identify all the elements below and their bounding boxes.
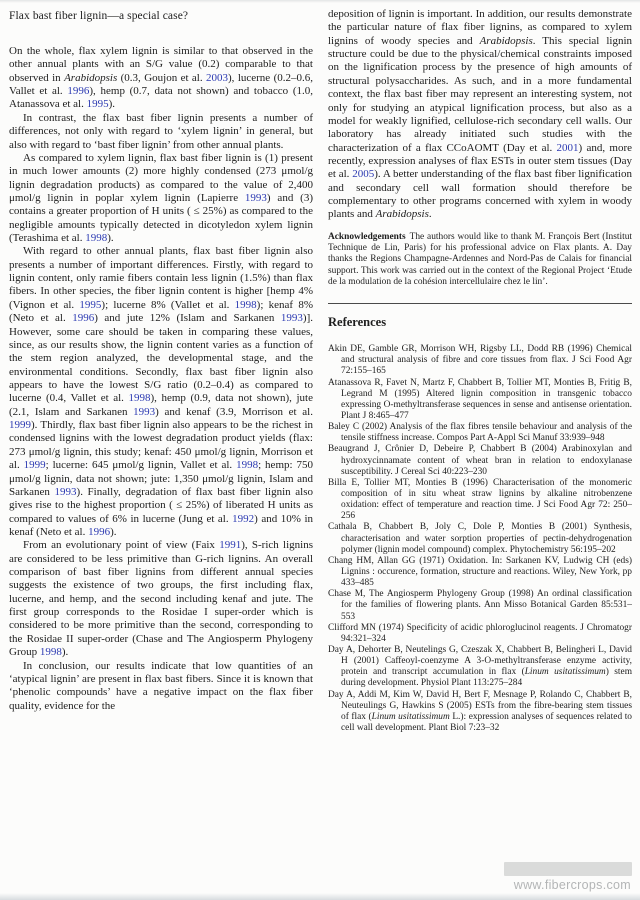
paragraph: On the whole, flax xylem lignin is similar to that observed in the other annual plants with an S/G value (0.2) comparable to that observed in Arabidopsis (0.3, Goujon et al. 2003), lucerne (0.2–0.6, Vallet et al. 1996), hemp (0.7, data not shown) and tobacco (1.0, Atanassova et al. 1995). bbox=[9, 45, 313, 111]
left-column-body bbox=[9, 45, 313, 713]
acknowledgements-text: The authors would like to thank M. François Bert (Institut Technique de Lin, Paris) for his professional advice on Flax plants. A. Day thanks the Regions Champagne-Ardennes and Nord-Pas de Calais for financial support. This work was carried out in the context of the Regional Project ‘Etude de la modulation de la cohésion intercellulaire chez le lin’. bbox=[328, 231, 632, 287]
watermark-url: www.fibercrops.com bbox=[513, 878, 631, 892]
section-heading: Flax bast fiber lignin—a special case? bbox=[9, 10, 189, 22]
reference-item: Day A, Dehorter B, Neutelings G, Czeszak X, Chabbert B, Belingheri L, David H (2001) Caffeoyl-coenzyme A 3-O-methyltransferase enzyme activity, protein and transcript accumulation in flax (Linum usitatissimum) stem during development. Physiol Plant 113:275–284 bbox=[328, 644, 632, 689]
paragraph: deposition of lignin is important. In addition, our results demonstrate the particular nature of flax fiber lignins, as compared to xylem lignins of woody species and Arabidopsis. This special lignin structure could be due to the physical/chemical constraints imposed on the lignification process by the presence of high amounts of structural polysaccharides. As such, and in a more fundamental context, the flax bast fiber may represent an interesting system, not only for studying an atypical lignification process, but also as a model for weakly lignified, cellulose-rich secondary cell walls. Our laboratory has already initiated such studies with the characterization of a flax CCoAOMT (Day et al. 2001) and, more recently, expression analyses of flax ESTs in outer stem tissues (Day et al. 2005). A better understanding of the flax bast fiber lignification and secondary cell wall formation should therefore be complementary to other programs concerned with xylem in woody plants and Arabidopsis. bbox=[328, 8, 632, 221]
reference-item: Beaugrand J, Crônier D, Debeire P, Chabbert B (2004) Arabinoxylan and hydroxycinnamate content of wheat bran in relation to endoxylanase susceptibility. J Cereal Sci 40:223–230 bbox=[328, 444, 632, 477]
references-list bbox=[328, 344, 632, 734]
reference-item: Clifford MN (1974) Specificity of acidic phloroglucinol reagents. J Chromatogr 94:321–324 bbox=[328, 622, 632, 644]
reference-item: Chase M, The Angiosperm Phylogeny Group (1998) An ordinal classification for the families of flowering plants. Ann Misso Botanical Garden 85:531–553 bbox=[328, 589, 632, 622]
paragraph: In conclusion, our results indicate that low quantities of an ‘atypical lignin’ are present in flax bast fibers. Since it is known that ‘phenolic compounds’ have a negative impact on the flax fiber quality, evidence for the bbox=[9, 659, 313, 712]
right-column-body bbox=[328, 8, 632, 222]
paragraph: From an evolutionary point of view (Faix 1991), S-rich lignins are considered to be less primitive than G-rich lignins. An overall comparison of bast fiber lignins from different annual species suggests the existence of two groups, the first including flax, lucerne, and hemp, and the second including kenaf and jute. The first group corresponds to the Rosidae I super-order which is considered to be more primitive than the second, corresponding to the Rosidae II super-order (Chase and The Angiosperm Phylogeny Group 1998). bbox=[9, 539, 313, 659]
section-divider bbox=[328, 303, 632, 304]
reference-item: Day A, Addi M, Kim W, David H, Bert F, Mesnage P, Rolando C, Chabbert B, Neuteulings G, Hawkins S (2005) ESTs from the fibre-bearing stem tissues of flax (Linum usitatissimum L.): expression analyses of sequences related to cell wall development. Plant Biol 7:23–32 bbox=[328, 689, 632, 733]
reference-item: Atanassova R, Favet N, Martz F, Chabbert B, Tollier MT, Monties B, Fritig B, Legrand M (1995) Altered lignin composition in transgenic tobacco expressing O-methyltransferase sequences in sense and antisense orientation. Plant J 8:465–477 bbox=[328, 377, 632, 421]
paragraph: With regard to other annual plants, flax bast fiber lignin also presents a number of important differences. Firstly, with regard to lignin content, only ramie fibers contain less lignin (1.5%) than flax fibers. In other species, the fiber lignin content is higher [hemp 4% (Vignon et al. 1995); lucerne 8% (Vallet et al. 1998); kenaf 8% (Neto et al. 1996) and jute 12% (Islam and Sarkanen 1993)]. However, some care should be taken in comparing these values, since, as our results show, the lignin content varies as a function of the stem region analyzed, the developmental stage, and the environmental conditions. Secondly, flax bast fiber lignin also appears to have the lowest S/G ratio (0.2–0.4) as compared to lucerne (0.4, Vallet et al. 1998), hemp (0.9, data not shown), jute (2.1, Islam and Sarkanen 1993) and kenaf (3.9, Morrison et al. 1999). Thirdly, flax bast fiber lignin also appears to be the richest in condensed lignins with the lowest degradation product yields (flax: 273 μmol/g lignin, this study; kenaf: 450 μmol/g lignin, Morrison et al. 1999; lucerne: 645 μmol/g lignin, Vallet et al. 1998; hemp: 750 μmol/g lignin, data not shown; jute: 1,350 μmol/g lignin, Islam and Sarkanen 1993). Finally, degradation of flax bast fiber lignin also gives rise to the highest proportion ( ≤ 25%) of liberated H units as compared to values of 6% in lucerne (Jung et al. 1992) and 10% in kenaf (Neto et al. 1996). bbox=[9, 245, 314, 538]
page-edge-top bbox=[0, 0, 640, 3]
reference-item: Akin DE, Gamble GR, Morrison WH, Rigsby LL, Dodd RB (1996) Chemical and structural analysis of fibre and core tissues from flax. J Sci Food Agr 72:155–165 bbox=[328, 344, 632, 377]
reference-item: Cathala B, Chabbert B, Joly C, Dole P, Monties B (2001) Synthesis, characterisation and water sorption properties of pectin-dehydrogenation polymer (lignin model compound) complex. Phytochemistry 56:195–202 bbox=[328, 522, 632, 555]
left-column bbox=[9, 8, 313, 734]
reference-item: Chang HM, Allan GG (1971) Oxidation. In: Sarkanen KV, Ludwig CH (eds) Lignins : occurence, formation, structure and reactions. Wiley, New York, pp 433–485 bbox=[328, 555, 632, 589]
reference-item: Billa E, Tollier MT, Monties B (1996) Characterisation of the monomeric composition of in situ wheat straw lignins by alkaline nitrobenzene oxidation: effect of temperature and reaction time. J Sci Food Agr 72: 250–256 bbox=[328, 477, 632, 522]
right-column bbox=[328, 8, 632, 734]
watermark-mask bbox=[504, 862, 632, 876]
page-edge-bottom bbox=[0, 893, 640, 900]
reference-item: Baley C (2002) Analysis of the flax fibres tensile behaviour and analysis of the tensile stiffness increase. Compos Part A-Appl Sci Manuf 33:939–948 bbox=[328, 422, 632, 444]
references-heading: References bbox=[328, 315, 387, 330]
paragraph: In contrast, the flax bast fiber lignin presents a number of differences, not only with regard to ‘xylem lignin’ in general, but also with regard to ‘bast fiber lignin’ from other annual plants. bbox=[9, 111, 313, 151]
paragraph: As compared to xylem lignin, flax bast fiber lignin is (1) present in much lower amounts (2) more highly condensed (273 μmol/g lignin degradation products) as compared to the value of 2,400 μmol/g lignin in poplar xylem lignin (Lapierre 1993) and (3) contains a greater proportion of H units ( ≤ 25%) as compared to the negligible amounts typically detected in dicotyledon xylem lignin (Terashima et al. 1998). bbox=[9, 151, 313, 245]
acknowledgements-label: Acknowledgements bbox=[328, 231, 406, 242]
acknowledgements bbox=[328, 232, 632, 288]
